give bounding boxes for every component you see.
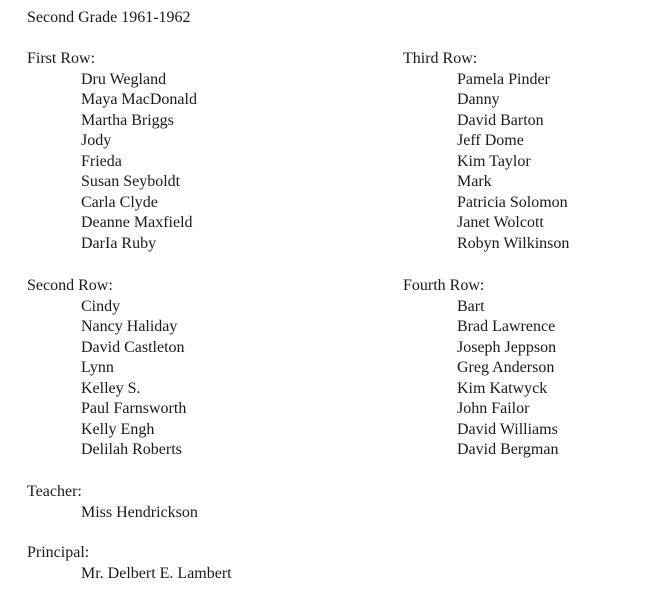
list-item: Lynn <box>81 359 114 376</box>
section-fourth-row <box>403 276 558 461</box>
list-item: Kelley S. <box>81 379 141 397</box>
list-item: Frieda <box>81 152 122 170</box>
list-item: Mark <box>457 173 492 190</box>
section-third-row <box>403 49 569 254</box>
list-item: David Bergman <box>457 441 559 458</box>
list-item: Janet Wolcott <box>457 214 544 231</box>
list-item: Carla Clyde <box>81 193 158 211</box>
list-item: David Williams <box>457 420 558 438</box>
list-item: Bart <box>457 297 485 315</box>
section-heading: First Row: <box>27 50 96 67</box>
list-item: Kim Taylor <box>457 152 531 170</box>
list-item: Cindy <box>81 297 121 315</box>
section-teacher <box>27 482 198 523</box>
list-item: David Barton <box>457 111 544 129</box>
name-list <box>403 297 558 461</box>
list-item: Paul Farnsworth <box>81 400 187 417</box>
list-item: Nancy Haliday <box>81 318 178 335</box>
name-list <box>27 503 198 524</box>
section-heading: Second Row: <box>27 277 113 294</box>
list-item: Miss Hendrickson <box>81 503 198 521</box>
list-item: Joseph Jeppson <box>457 338 557 356</box>
name-list <box>27 564 232 585</box>
section-second-row <box>27 276 186 461</box>
list-item: Danny <box>457 91 500 108</box>
list-item: Kelly Engh <box>81 420 155 438</box>
list-item: Jody <box>81 132 112 149</box>
name-list <box>403 70 569 255</box>
section-heading: Fourth Row: <box>403 277 485 294</box>
list-item: Greg Anderson <box>457 359 555 376</box>
list-item: Susan Seyboldt <box>81 173 181 190</box>
list-item: David Castleton <box>81 338 185 356</box>
section-first-row <box>27 49 197 254</box>
list-item: Dru Wegland <box>81 70 167 88</box>
list-item: Mr. Delbert E. Lambert <box>81 564 232 582</box>
page-title: Second Grade 1961-1962 <box>27 9 191 26</box>
list-item: Kim Katwyck <box>457 379 548 397</box>
list-item: DarIa Ruby <box>81 234 157 252</box>
list-item: Patricia Solomon <box>457 193 568 211</box>
list-item: Pamela Pinder <box>457 70 550 88</box>
list-item: Robyn Wilkinson <box>457 234 570 252</box>
list-item: Jeff Dome <box>457 132 524 149</box>
name-list <box>27 70 197 255</box>
section-heading: Principal: <box>27 544 90 561</box>
list-item: Martha Briggs <box>81 111 174 129</box>
section-principal <box>27 543 232 584</box>
list-item: Deanne Maxfield <box>81 214 193 231</box>
list-item: Delilah Roberts <box>81 441 182 458</box>
list-item: John Failor <box>457 400 530 417</box>
section-heading: Teacher: <box>27 483 82 500</box>
section-heading: Third Row: <box>403 50 478 67</box>
name-list <box>27 297 186 461</box>
list-item: Maya MacDonald <box>81 91 197 108</box>
list-item: Brad Lawrence <box>457 318 556 335</box>
